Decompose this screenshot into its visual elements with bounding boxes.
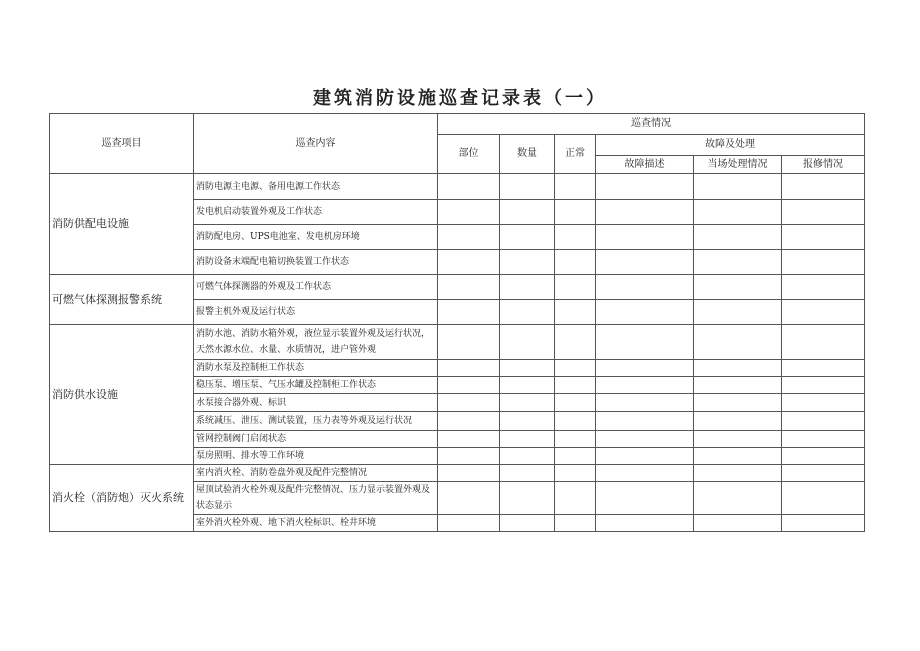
quantity-cell[interactable] (500, 275, 555, 300)
normal-cell[interactable] (555, 200, 596, 225)
quantity-cell[interactable] (500, 325, 555, 360)
fault-desc-cell[interactable] (596, 448, 694, 465)
quantity-cell[interactable] (500, 360, 555, 377)
fault-desc-cell[interactable] (596, 225, 694, 250)
repair-cell[interactable] (782, 200, 865, 225)
inspection-item-cell: 报警主机外观及运行状态 (194, 300, 438, 325)
repair-cell[interactable] (782, 448, 865, 465)
normal-cell[interactable] (555, 465, 596, 482)
fault-desc-cell[interactable] (596, 482, 694, 515)
onsite-cell[interactable] (694, 431, 782, 448)
repair-cell[interactable] (782, 515, 865, 532)
quantity-cell[interactable] (500, 465, 555, 482)
quantity-cell[interactable] (500, 300, 555, 325)
table-body (50, 174, 865, 532)
inspection-item-cell: 屋顶试验消火栓外观及配件完整情况、压力显示装置外观及状态显示 (194, 482, 438, 515)
inspection-item-cell: 可燃气体探测器的外观及工作状态 (194, 275, 438, 300)
header-fault-desc: 故障描述 (596, 156, 694, 174)
quantity-cell[interactable] (500, 200, 555, 225)
table-row (50, 465, 865, 482)
onsite-cell[interactable] (694, 225, 782, 250)
fault-desc-cell[interactable] (596, 300, 694, 325)
location-cell[interactable] (438, 448, 500, 465)
inspection-item-cell: 发电机启动装置外观及工作状态 (194, 200, 438, 225)
fault-desc-cell[interactable] (596, 325, 694, 360)
quantity-cell[interactable] (500, 174, 555, 200)
onsite-cell[interactable] (694, 394, 782, 412)
header-fault: 故障及处理 (596, 135, 865, 156)
normal-cell[interactable] (555, 250, 596, 275)
inspection-item-cell: 消防电源主电源、备用电源工作状态 (194, 174, 438, 200)
normal-cell[interactable] (555, 412, 596, 431)
location-cell[interactable] (438, 515, 500, 532)
repair-cell[interactable] (782, 250, 865, 275)
onsite-cell[interactable] (694, 360, 782, 377)
repair-cell[interactable] (782, 325, 865, 360)
normal-cell[interactable] (555, 174, 596, 200)
location-cell[interactable] (438, 465, 500, 482)
quantity-cell[interactable] (500, 377, 555, 394)
repair-cell[interactable] (782, 394, 865, 412)
inspection-table (49, 113, 865, 532)
quantity-cell[interactable] (500, 225, 555, 250)
repair-cell[interactable] (782, 412, 865, 431)
normal-cell[interactable] (555, 448, 596, 465)
normal-cell[interactable] (555, 300, 596, 325)
onsite-cell[interactable] (694, 465, 782, 482)
normal-cell[interactable] (555, 325, 596, 360)
repair-cell[interactable] (782, 431, 865, 448)
normal-cell[interactable] (555, 394, 596, 412)
location-cell[interactable] (438, 174, 500, 200)
fault-desc-cell[interactable] (596, 360, 694, 377)
category-cell: 消防供配电设施 (50, 174, 194, 275)
onsite-cell[interactable] (694, 482, 782, 515)
normal-cell[interactable] (555, 225, 596, 250)
repair-cell[interactable] (782, 465, 865, 482)
repair-cell[interactable] (782, 275, 865, 300)
quantity-cell[interactable] (500, 448, 555, 465)
fault-desc-cell[interactable] (596, 200, 694, 225)
inspection-item-cell: 室外消火栓外观、地下消火栓标识、栓井环境 (194, 515, 438, 532)
repair-cell[interactable] (782, 482, 865, 515)
inspection-item-cell: 水泵接合器外观、标识 (194, 394, 438, 412)
location-cell[interactable] (438, 225, 500, 250)
normal-cell[interactable] (555, 482, 596, 515)
fault-desc-cell[interactable] (596, 431, 694, 448)
header-onsite: 当场处理情况 (694, 156, 782, 174)
inspection-item-cell: 室内消火栓、消防卷盘外观及配件完整情况 (194, 465, 438, 482)
repair-cell[interactable] (782, 174, 865, 200)
location-cell[interactable] (438, 300, 500, 325)
quantity-cell[interactable] (500, 250, 555, 275)
header-normal: 正常 (555, 135, 596, 174)
table-row (50, 275, 865, 300)
location-cell[interactable] (438, 360, 500, 377)
fault-desc-cell[interactable] (596, 250, 694, 275)
fault-desc-cell[interactable] (596, 465, 694, 482)
location-cell[interactable] (438, 394, 500, 412)
header-repair: 报修情况 (782, 156, 865, 174)
inspection-item-cell: 管网控制阀门启闭状态 (194, 431, 438, 448)
onsite-cell[interactable] (694, 377, 782, 394)
onsite-cell[interactable] (694, 200, 782, 225)
quantity-cell[interactable] (500, 431, 555, 448)
header-content: 巡查内容 (194, 114, 438, 174)
header-quantity: 数量 (500, 135, 555, 174)
quantity-cell[interactable] (500, 482, 555, 515)
category-cell: 消防供水设施 (50, 325, 194, 465)
location-cell[interactable] (438, 377, 500, 394)
inspection-item-cell: 泵房照明、排水等工作环境 (194, 448, 438, 465)
location-cell[interactable] (438, 482, 500, 515)
repair-cell[interactable] (782, 377, 865, 394)
onsite-cell[interactable] (694, 250, 782, 275)
page-title: 建筑消防设施巡查记录表（一） (313, 88, 607, 109)
header-situation: 巡查情况 (438, 114, 865, 135)
normal-cell[interactable] (555, 431, 596, 448)
location-cell[interactable] (438, 200, 500, 225)
fault-desc-cell[interactable] (596, 515, 694, 532)
normal-cell[interactable] (555, 377, 596, 394)
inspection-item-cell: 系统减压、泄压、测试装置，压力表等外观及运行状况 (194, 412, 438, 431)
inspection-item-cell: 消防水泵及控制柜工作状态 (194, 360, 438, 377)
onsite-cell[interactable] (694, 300, 782, 325)
repair-cell[interactable] (782, 300, 865, 325)
onsite-cell[interactable] (694, 275, 782, 300)
fault-desc-cell[interactable] (596, 412, 694, 431)
inspection-item-cell: 稳压泵、增压泵、气压水罐及控制柜工作状态 (194, 377, 438, 394)
location-cell[interactable] (438, 250, 500, 275)
category-cell: 可燃气体探测报警系统 (50, 275, 194, 325)
onsite-cell[interactable] (694, 515, 782, 532)
normal-cell[interactable] (555, 275, 596, 300)
quantity-cell[interactable] (500, 515, 555, 532)
inspection-item-cell: 消防设备末端配电箱切换装置工作状态 (194, 250, 438, 275)
inspection-item-cell: 消防水池、消防水箱外观，液位显示装置外观及运行状况，天然水源水位、水量、水质情况，进户管外观 (194, 325, 438, 360)
location-cell[interactable] (438, 325, 500, 360)
header-location: 部位 (438, 135, 500, 174)
quantity-cell[interactable] (500, 412, 555, 431)
onsite-cell[interactable] (694, 448, 782, 465)
fault-desc-cell[interactable] (596, 174, 694, 200)
quantity-cell[interactable] (500, 394, 555, 412)
normal-cell[interactable] (555, 515, 596, 532)
normal-cell[interactable] (555, 360, 596, 377)
fault-desc-cell[interactable] (596, 394, 694, 412)
repair-cell[interactable] (782, 225, 865, 250)
category-cell: 消火栓（消防炮）灭火系统 (50, 465, 194, 532)
onsite-cell[interactable] (694, 174, 782, 200)
inspection-item-cell: 消防配电房、UPS电池室、发电机房环境 (194, 225, 438, 250)
onsite-cell[interactable] (694, 412, 782, 431)
repair-cell[interactable] (782, 360, 865, 377)
fault-desc-cell[interactable] (596, 275, 694, 300)
location-cell[interactable] (438, 275, 500, 300)
location-cell[interactable] (438, 412, 500, 431)
header-item: 巡查项目 (50, 114, 194, 174)
table-row (50, 325, 865, 360)
fault-desc-cell[interactable] (596, 377, 694, 394)
onsite-cell[interactable] (694, 325, 782, 360)
location-cell[interactable] (438, 431, 500, 448)
table-row (50, 174, 865, 200)
